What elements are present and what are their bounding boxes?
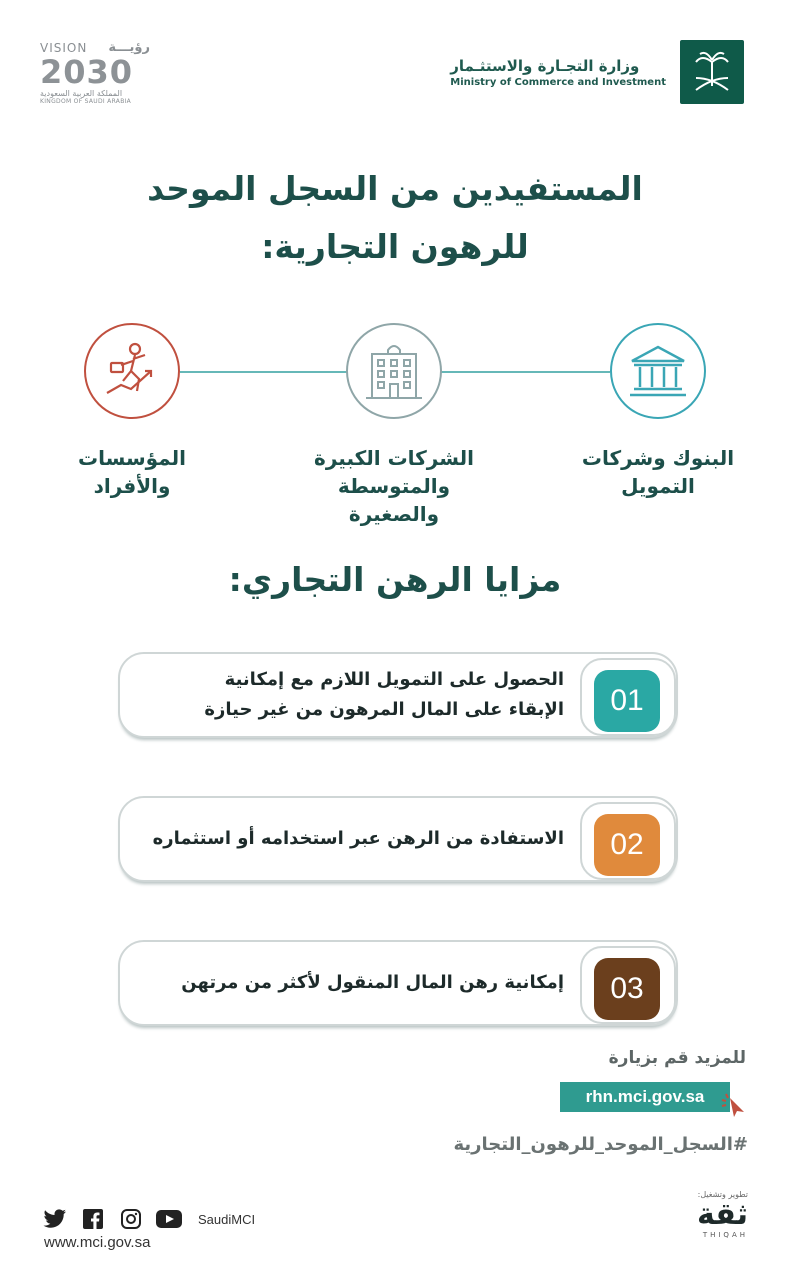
social-links	[42, 1208, 255, 1230]
advantages-title: مزايا الرهن التجاري:	[228, 560, 562, 599]
more-info-label: للمزيد قم بزيارة	[608, 1048, 746, 1068]
social-handle: SaudiMCI	[198, 1211, 256, 1227]
beneficiary-individuals-line1: المؤسسات	[78, 446, 186, 470]
ministry-palm-swords-icon	[680, 40, 744, 104]
advantage-number-3: 03	[594, 958, 660, 1020]
advantage-card-1	[118, 652, 678, 738]
page-title-line1: المستفيدين من السجل الموحد	[147, 169, 643, 208]
mouse-cursor-icon	[720, 1092, 748, 1118]
advantage-number-2: 02	[594, 814, 660, 876]
page-title	[0, 160, 790, 276]
instagram-icon[interactable]	[118, 1208, 144, 1230]
advantage-card-2	[118, 796, 678, 882]
ministry-website-link[interactable]: www.mci.gov.sa	[44, 1234, 151, 1251]
twitter-icon[interactable]	[42, 1208, 68, 1230]
beneficiary-individuals-line2: والأفراد	[93, 474, 171, 498]
vision-kingdom-ar: المملكة العربية السعودية	[40, 89, 123, 98]
companies-circle	[346, 323, 442, 419]
thiqah-wordmark-ar: ثقة	[696, 1197, 748, 1232]
page-title-line2: للرهون التجارية:	[261, 227, 529, 266]
advantage-text-2	[134, 798, 564, 880]
facebook-icon[interactable]	[80, 1208, 106, 1230]
businessman-growth-icon	[101, 341, 163, 401]
advantage-number-1: 01	[594, 670, 660, 732]
ministry-name-ar: وزارة التجـارة والاستثـمار	[450, 56, 640, 75]
ministry-header	[450, 40, 744, 104]
vision-year: 2030	[40, 53, 134, 91]
thiqah-wordmark-en: THIQAH	[702, 1231, 748, 1239]
advantage-text-3	[134, 942, 564, 1024]
advantage-3-line1: إمكانية رهن المال المنقول لأكثر من مرتهن	[181, 972, 564, 993]
campaign-hashtag: #السجل_الموحد_للرهون_التجارية	[453, 1134, 748, 1155]
beneficiary-label-individuals	[32, 444, 232, 500]
beneficiary-banks-line1: البنوك وشركات	[581, 446, 735, 470]
vision-kingdom-en: KINGDOM OF SAUDI ARABIA	[40, 98, 132, 105]
advantage-number-frame-3	[580, 946, 676, 1024]
advantage-number-frame-1	[580, 658, 676, 736]
advantage-1-line1: الحصول على التمويل اللازم مع إمكانية	[224, 669, 564, 690]
building-icon	[364, 340, 424, 402]
thiqah-caption: تطوير وتشغيل:	[697, 1190, 748, 1199]
youtube-icon[interactable]	[156, 1208, 182, 1230]
beneficiary-label-companies	[294, 444, 494, 528]
thiqah-logo	[678, 1190, 748, 1239]
vision-label-en: VISION	[40, 40, 88, 55]
advantage-2-line1: الاستفادة من الرهن عبر استخدامه أو استثماره	[152, 828, 564, 849]
vision-2030-logo	[40, 40, 150, 105]
advantage-1-line2: الإبقاء على المال المرهون من غير حيازة	[204, 699, 564, 720]
vision-label-ar: رؤيـــة	[108, 40, 150, 55]
bank-icon	[628, 343, 688, 399]
website-link-button[interactable]: rhn.mci.gov.sa	[560, 1082, 730, 1112]
advantage-number-frame-2	[580, 802, 676, 880]
beneficiary-companies-line1: الشركات الكبيرة	[314, 446, 474, 470]
individuals-circle	[84, 323, 180, 419]
ministry-name-en: Ministry of Commerce and Investment	[450, 76, 666, 88]
beneficiary-banks-line2: التمويل	[621, 474, 695, 498]
advantage-text-1	[134, 654, 564, 736]
beneficiary-companies-line2: والمتوسطة والصغيرة	[337, 474, 451, 526]
bank-circle	[610, 323, 706, 419]
ministry-name	[450, 57, 666, 88]
beneficiary-label-banks	[558, 444, 758, 500]
advantage-card-3	[118, 940, 678, 1026]
